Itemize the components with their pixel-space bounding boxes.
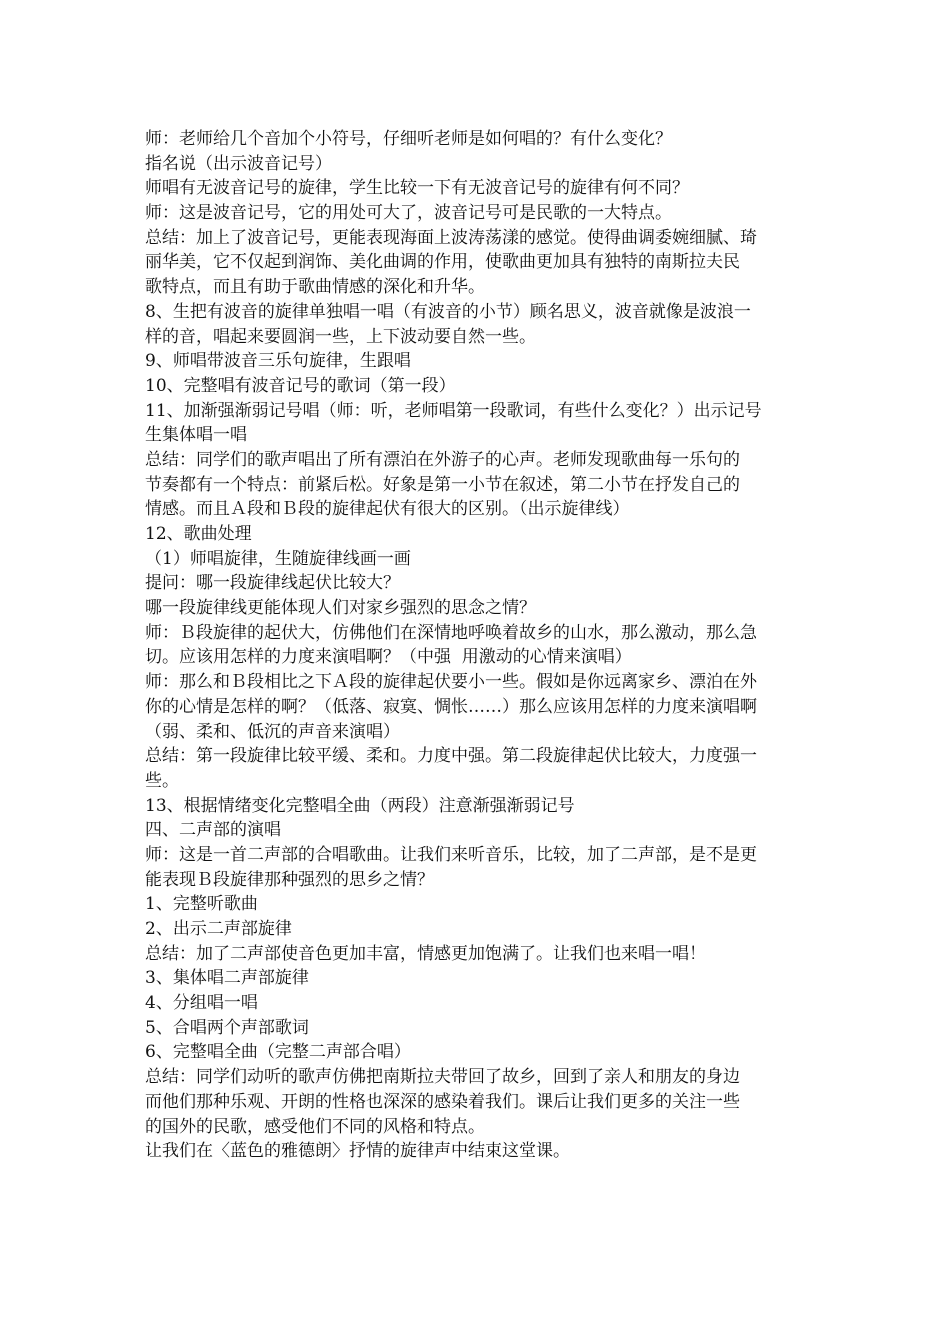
text-line: 能表现Ｂ段旋律那种强烈的思乡之情？ xyxy=(145,869,434,890)
text-line: 师：老师给几个音加个小符号，仔细听老师是如何唱的？有什么变化？ xyxy=(145,129,672,149)
text-line: 歌特点，而且有助于歌曲情感的深化和升华。 xyxy=(145,277,485,298)
text-line: 师：这是一首二声部的合唱歌曲。让我们来听音乐，比较，加了二声部，是不是更 xyxy=(145,844,757,865)
text-line: 1、完整听歌曲 xyxy=(145,894,258,915)
text-line: 生集体唱一唱 xyxy=(145,425,247,446)
text-line: 2、出示二声部旋律 xyxy=(145,919,292,939)
text-line: 节奏都有一个特点：前紧后松。好象是第一小节在叙述，第二小节在抒发自己的 xyxy=(145,474,740,495)
text-line: 丽华美，它不仅起到润饰、美化曲调的作用，使歌曲更加具有独特的南斯拉夫民 xyxy=(145,252,740,273)
text-line: 5、合唱两个声部歌词 xyxy=(145,1017,309,1038)
text-line: 11、加渐强渐弱记号唱（师：听，老师唱第一段歌词，有些什么变化？）出示记号 xyxy=(145,400,762,421)
text-line: 情感。而且Ａ段和Ｂ段的旋律起伏有很大的区别。（出示旋律线） xyxy=(145,499,630,520)
text-line: 10、完整唱有波音记号的歌词（第一段） xyxy=(145,375,456,396)
text-line: 些。 xyxy=(145,770,179,791)
text-line: 8、生把有波音的旋律单独唱一唱（有波音的小节）顾名思义，波音就像是波浪一 xyxy=(145,301,751,322)
text-line: 总结：加上了波音记号，更能表现海面上波涛荡漾的感觉。使得曲调委婉细腻、琦 xyxy=(145,227,757,248)
text-line: 师：Ｂ段旋律的起伏大，仿佛他们在深情地呼唤着故乡的山水，那么激动，那么急 xyxy=(145,622,757,643)
text-line: 让我们在〈蓝色的雅德朗〉抒情的旋律声中结束这堂课。 xyxy=(145,1141,570,1162)
text-line: （弱、柔和、低沉的声音来演唱） xyxy=(145,721,400,742)
text-line: 4、分组唱一唱 xyxy=(145,993,258,1014)
text-line: 哪一段旋律线更能体现人们对家乡强烈的思念之情？ xyxy=(145,598,536,619)
text-line: 总结：同学们动听的歌声仿佛把南斯拉夫带回了故乡，回到了亲人和朋友的身边 xyxy=(145,1067,740,1088)
text-line: 12、歌曲处理 xyxy=(145,524,252,544)
document-body xyxy=(145,127,811,1164)
text-line: 师：那么和Ｂ段相比之下Ａ段的旋律起伏要小一些。假如是你远离家乡、漂泊在外 xyxy=(145,672,757,693)
text-line: 指名说（出示波音记号） xyxy=(145,153,332,174)
text-line: 总结：加了二声部使音色更加丰富，情感更加饱满了。让我们也来唱一唱！ xyxy=(145,943,706,964)
text-line: 9、师唱带波音三乐句旋律，生跟唱 xyxy=(145,351,411,372)
text-line: 你的心情是怎样的啊？（低落、寂寞、惆怅……）那么应该用怎样的力度来演唱啊 xyxy=(145,696,757,717)
text-line: 总结：同学们的歌声唱出了所有漂泊在外游子的心声。老师发现歌曲每一乐句的 xyxy=(145,449,740,470)
text-line: 的国外的民歌，感受他们不同的风格和特点。 xyxy=(145,1116,485,1137)
text-line: 切。应该用怎样的力度来演唱啊？（中强 用激动的心情来演唱） xyxy=(145,647,632,668)
text-line: 提问：哪一段旋律线起伏比较大？ xyxy=(145,573,400,594)
text-line: 13、根据情绪变化完整唱全曲（两段）注意渐强渐弱记号 xyxy=(145,795,575,816)
text-line: 样的音，唱起来要圆润一些，上下波动要自然一些。 xyxy=(145,326,536,347)
text-line: 而他们那种乐观、开朗的性格也深深的感染着我们。课后让我们更多的关注一些 xyxy=(145,1091,740,1112)
text-line: （1）师唱旋律，生随旋律线画一画 xyxy=(145,548,411,569)
text-line: 四、二声部的演唱 xyxy=(145,820,281,841)
text-line: 6、完整唱全曲（完整二声部合唱） xyxy=(145,1042,411,1063)
text-line: 师唱有无波音记号的旋律，学生比较一下有无波音记号的旋律有何不同？ xyxy=(145,178,689,199)
text-line: 3、集体唱二声部旋律 xyxy=(145,968,309,989)
text-line: 总结：第一段旋律比较平缓、柔和。力度中强。第二段旋律起伏比较大，力度强一 xyxy=(145,746,757,767)
text-line: 师：这是波音记号，它的用处可大了，波音记号可是民歌的一大特点。 xyxy=(145,203,672,224)
